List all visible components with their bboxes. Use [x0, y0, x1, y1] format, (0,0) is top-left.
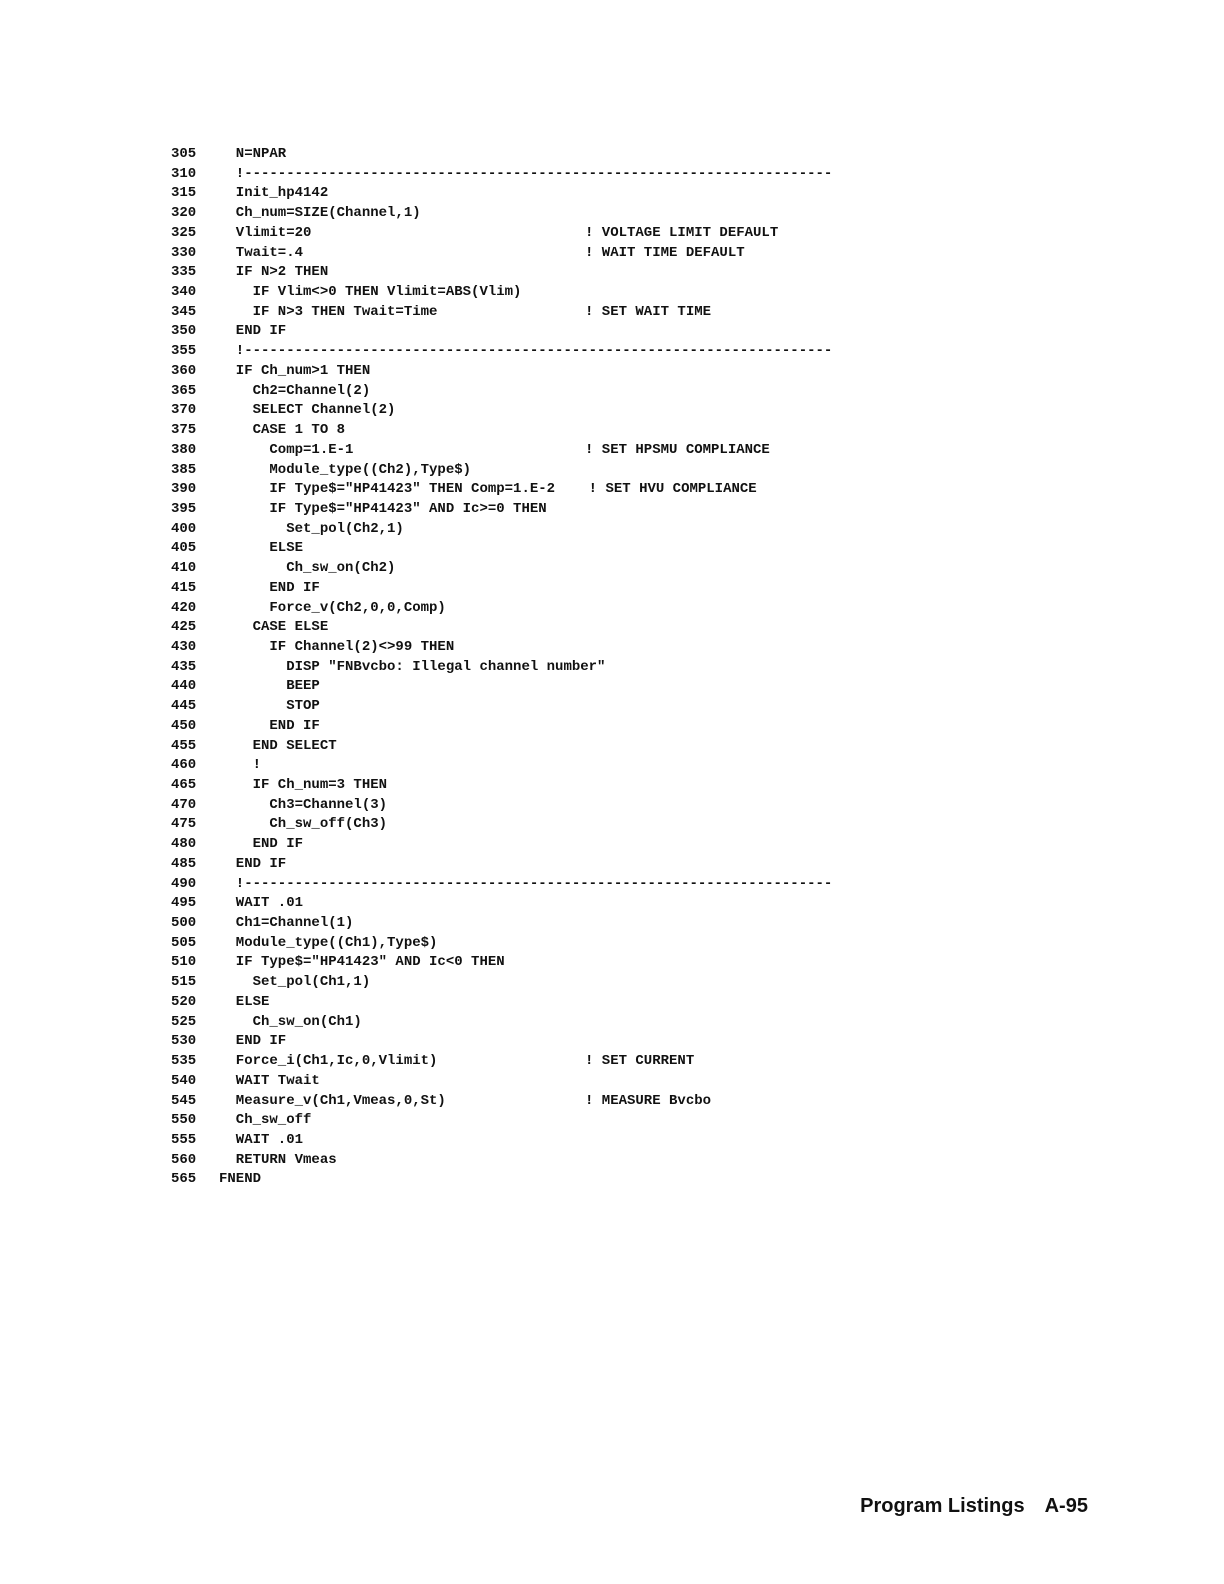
line-number: 500 [171, 915, 197, 932]
code-line [0, 579, 1224, 599]
code-line [0, 993, 1224, 1013]
line-number: 380 [171, 441, 197, 458]
code-comment: ! SET WAIT TIME [585, 303, 712, 320]
line-number: 325 [171, 224, 197, 241]
line-number: 350 [171, 323, 197, 340]
code-text: IF N>2 THEN [219, 264, 329, 281]
line-number: 355 [171, 343, 197, 360]
code-line [0, 815, 1224, 835]
code-text: IF Channel(2)<>99 THEN [219, 638, 455, 655]
code-line [0, 618, 1224, 638]
line-number: 545 [171, 1092, 197, 1109]
code-line [0, 362, 1224, 382]
code-line [0, 342, 1224, 362]
line-number: 565 [171, 1171, 197, 1188]
code-line [0, 1131, 1224, 1151]
code-text: END IF [219, 1033, 287, 1050]
line-number: 560 [171, 1151, 197, 1168]
line-number: 315 [171, 185, 197, 202]
line-number: 525 [171, 1013, 197, 1030]
code-text: CASE 1 TO 8 [219, 422, 346, 439]
code-comment: ! MEASURE Bvcbo [585, 1092, 712, 1109]
code-line [0, 1170, 1224, 1190]
line-number: 385 [171, 461, 197, 478]
code-line [0, 875, 1224, 895]
line-number: 420 [171, 599, 197, 616]
line-number: 410 [171, 560, 197, 577]
line-number: 370 [171, 402, 197, 419]
code-text: Ch3=Channel(3) [219, 796, 388, 813]
code-line [0, 441, 1224, 461]
code-text: ELSE [219, 993, 270, 1010]
code-line [0, 461, 1224, 481]
line-number: 365 [171, 382, 197, 399]
footer-section-title: Program Listings [860, 1495, 1025, 1517]
code-text: END IF [219, 836, 304, 853]
code-text: Set_pol(Ch1,1) [219, 974, 371, 991]
line-number: 540 [171, 1072, 197, 1089]
line-number: 550 [171, 1112, 197, 1129]
code-text: IF Type$="HP41423" AND Ic<0 THEN [219, 954, 505, 971]
code-text: !---------------------------------------------------------------------- [219, 165, 833, 182]
program-listing [0, 145, 1224, 1190]
line-number: 345 [171, 303, 197, 320]
code-text: END IF [219, 323, 287, 340]
code-text: END SELECT [219, 737, 337, 754]
line-number: 485 [171, 855, 197, 872]
line-number: 520 [171, 993, 197, 1010]
code-line [0, 1013, 1224, 1033]
line-number: 480 [171, 836, 197, 853]
code-line [0, 1052, 1224, 1072]
code-text: Vlimit=20 [219, 224, 312, 241]
code-text: Measure_v(Ch1,Vmeas,0,St) [219, 1092, 446, 1109]
code-line [0, 1072, 1224, 1092]
code-text: WAIT .01 [219, 1131, 304, 1148]
code-line [0, 244, 1224, 264]
line-number: 425 [171, 619, 197, 636]
code-text: Ch_sw_on(Ch1) [219, 1013, 362, 1030]
line-number: 460 [171, 757, 197, 774]
line-number: 495 [171, 895, 197, 912]
line-number: 305 [171, 146, 197, 162]
page-footer [849, 1472, 1088, 1518]
code-line [0, 717, 1224, 737]
code-line [0, 658, 1224, 678]
code-text: IF Ch_num>1 THEN [219, 362, 371, 379]
line-number: 340 [171, 284, 197, 301]
code-line [0, 953, 1224, 973]
line-number: 310 [171, 165, 197, 182]
code-text: STOP [219, 698, 320, 715]
line-number: 450 [171, 717, 197, 734]
code-line [0, 914, 1224, 934]
code-line [0, 934, 1224, 954]
code-line [0, 1032, 1224, 1052]
code-line [0, 401, 1224, 421]
code-line [0, 638, 1224, 658]
line-number: 510 [171, 954, 197, 971]
line-number: 395 [171, 500, 197, 517]
code-line [0, 500, 1224, 520]
code-line [0, 756, 1224, 776]
code-text: IF Ch_num=3 THEN [219, 777, 388, 793]
code-comment: ! WAIT TIME DEFAULT [585, 244, 745, 261]
code-text: Module_type((Ch2),Type$) [219, 461, 472, 478]
code-text: Comp=1.E-1 [219, 441, 354, 458]
line-number: 530 [171, 1033, 197, 1050]
code-text: Ch1=Channel(1) [219, 915, 354, 932]
line-number: 335 [171, 264, 197, 281]
line-number: 535 [171, 1053, 197, 1070]
code-line [0, 835, 1224, 855]
code-line [0, 184, 1224, 204]
code-line [0, 559, 1224, 579]
code-text: Set_pol(Ch2,1) [219, 520, 404, 537]
code-line [0, 894, 1224, 914]
code-line [0, 776, 1224, 796]
line-number: 405 [171, 540, 197, 557]
code-line [0, 322, 1224, 342]
line-number: 465 [171, 777, 197, 793]
code-text: BEEP [219, 678, 320, 695]
line-number: 390 [171, 481, 197, 498]
code-comment: ! VOLTAGE LIMIT DEFAULT [585, 224, 779, 241]
code-line [0, 480, 1224, 500]
code-text: WAIT Twait [219, 1072, 320, 1089]
code-line [0, 697, 1224, 717]
code-line [0, 1092, 1224, 1112]
code-text: N=NPAR [219, 146, 287, 162]
code-text: END IF [219, 717, 320, 734]
code-text: Init_hp4142 [219, 185, 329, 202]
code-text: IF Type$="HP41423" AND Ic>=0 THEN [219, 500, 547, 517]
line-number: 470 [171, 796, 197, 813]
code-line [0, 283, 1224, 303]
code-text: FNEND [219, 1171, 262, 1188]
code-line [0, 263, 1224, 283]
code-text: Ch2=Channel(2) [219, 382, 371, 399]
line-number: 435 [171, 658, 197, 675]
code-text: END IF [219, 579, 320, 596]
code-text: ELSE [219, 540, 304, 557]
footer-page-number: A-95 [1044, 1495, 1088, 1517]
code-text: Ch_num=SIZE(Channel,1) [219, 205, 421, 222]
code-text: CASE ELSE [219, 619, 329, 636]
code-text: Force_i(Ch1,Ic,0,Vlimit) [219, 1053, 438, 1070]
code-text: Ch_sw_off(Ch3) [219, 816, 388, 833]
code-text: SELECT Channel(2) [219, 402, 396, 419]
line-number: 440 [171, 678, 197, 695]
line-number: 430 [171, 638, 197, 655]
code-line [0, 421, 1224, 441]
code-text: Force_v(Ch2,0,0,Comp) [219, 599, 446, 616]
code-comment: ! SET HPSMU COMPLIANCE [585, 441, 770, 458]
code-line [0, 303, 1224, 323]
code-text: Ch_sw_off [219, 1112, 312, 1129]
code-text: WAIT .01 [219, 895, 304, 912]
code-line [0, 737, 1224, 757]
code-line [0, 855, 1224, 875]
code-text: RETURN Vmeas [219, 1151, 337, 1168]
code-line [0, 599, 1224, 619]
code-text: IF Type$="HP41423" THEN Comp=1.E-2 ! SET HVU COMPLIANCE [219, 481, 757, 498]
code-line [0, 677, 1224, 697]
code-text: Module_type((Ch1),Type$) [219, 934, 438, 951]
code-line [0, 520, 1224, 540]
line-number: 400 [171, 520, 197, 537]
code-line [0, 224, 1224, 244]
line-number: 515 [171, 974, 197, 991]
code-line [0, 973, 1224, 993]
code-line [0, 1111, 1224, 1131]
line-number: 555 [171, 1131, 197, 1148]
code-line [0, 796, 1224, 816]
code-text: Twait=.4 [219, 244, 304, 261]
code-text: !---------------------------------------------------------------------- [219, 875, 833, 892]
code-line [0, 1151, 1224, 1171]
code-line [0, 204, 1224, 224]
code-line [0, 165, 1224, 185]
line-number: 415 [171, 579, 197, 596]
line-number: 330 [171, 244, 197, 261]
code-text: !---------------------------------------------------------------------- [219, 343, 833, 360]
line-number: 475 [171, 816, 197, 833]
code-comment: ! SET CURRENT [585, 1053, 695, 1070]
code-text: ! [219, 757, 262, 774]
line-number: 320 [171, 205, 197, 222]
code-text: END IF [219, 855, 287, 872]
code-line [0, 382, 1224, 402]
line-number: 375 [171, 422, 197, 439]
line-number: 360 [171, 362, 197, 379]
code-text: Ch_sw_on(Ch2) [219, 560, 396, 577]
code-text: IF N>3 THEN Twait=Time [219, 303, 438, 320]
code-line [0, 145, 1224, 165]
code-line [0, 539, 1224, 559]
code-text: DISP "FNBvcbo: Illegal channel number" [219, 658, 606, 675]
line-number: 445 [171, 698, 197, 715]
line-number: 455 [171, 737, 197, 754]
code-text: IF Vlim<>0 THEN Vlimit=ABS(Vlim) [219, 284, 522, 301]
line-number: 505 [171, 934, 197, 951]
line-number: 490 [171, 875, 197, 892]
